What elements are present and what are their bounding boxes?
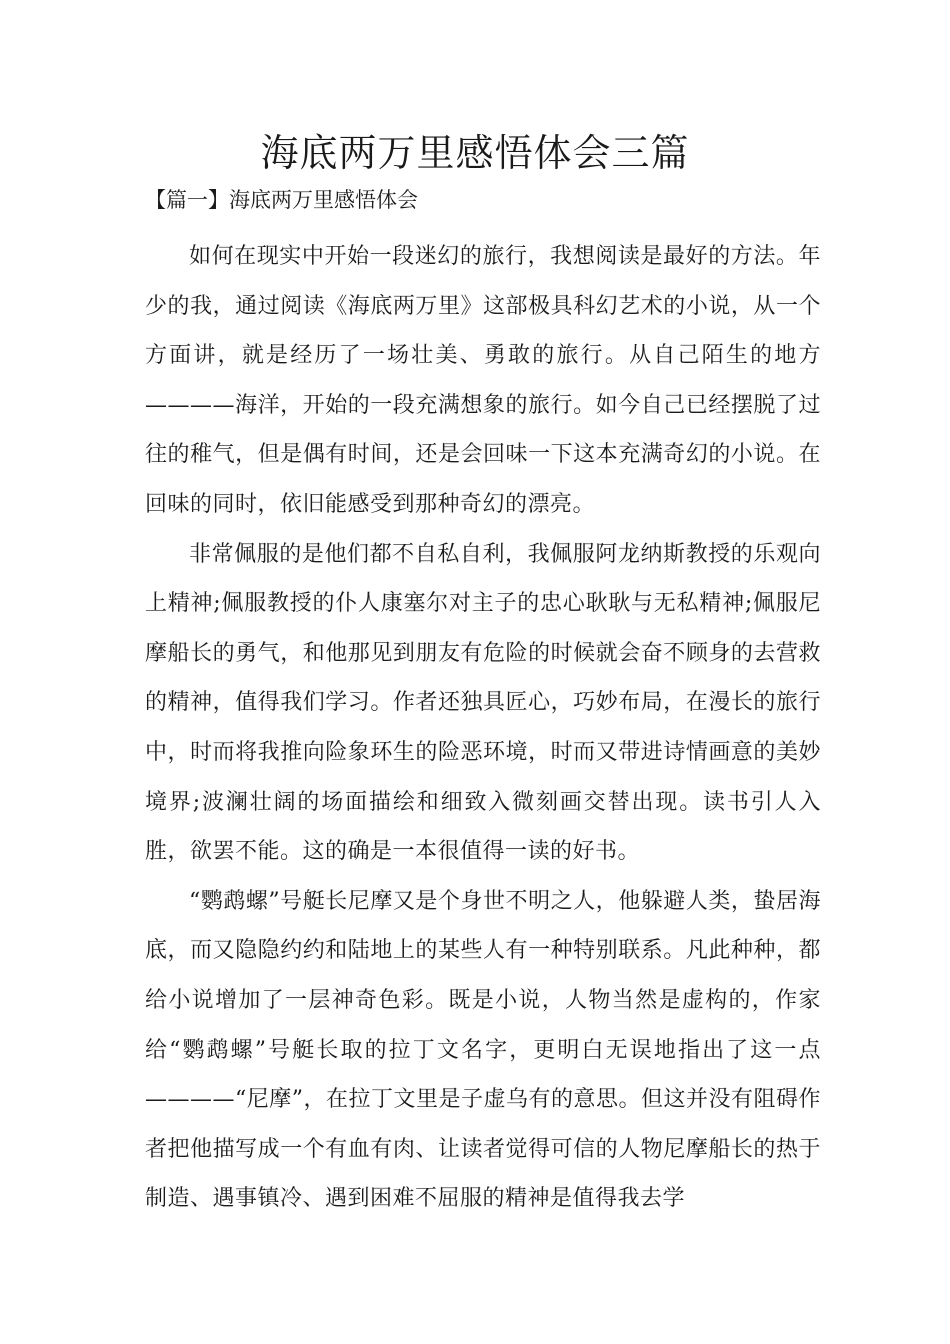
paragraph: “鹦鹉螺”号艇长尼摩又是个身世不明之人，他躲避人类，蛰居海底，而又隐隐约约和陆地上的某些人有一种特别联系。凡此种种，都给小说增加了一层神奇色彩。既是小说，人物当然是虚构的，作家给“鹦鹉螺”号艇长取的拉丁文名字，更明白无误地指出了这一点————“尼摩”，在拉丁文里是子虚乌有的意思。但这并没有阻碍作者把他描写成一个有血有肉、让读者觉得可信的人物尼摩船长的热于制造、遇事镇冷、遇到困难不屈服的精神是值得我去学	[145, 888, 821, 1212]
paragraph: 非常佩服的是他们都不自私自利，我佩服阿龙纳斯教授的乐观向上精神;佩服教授的仆人康塞尔对主子的忠心耿耿与无私精神;佩服尼摩船长的勇气，和他那见到朋友有危险的时候就会奋不顾身的去营救的精神，值得我们学习。作者还独具匠心，巧妙布局，在漫长的旅行中，时而将我推向险象环生的险恶环境，时而又带进诗情画意的美妙境界;波澜壮阔的场面描绘和细致入微刻画交替出现。读书引人入胜，欲罢不能。这的确是一本很值得一读的好书。	[145, 541, 821, 865]
document-title: 海底两万里感悟体会三篇	[260, 131, 690, 175]
section-heading: 【篇一】海底两万里感悟体会	[145, 188, 418, 212]
document-body	[145, 232, 821, 1224]
paragraph: 如何在现实中开始一段迷幻的旅行，我想阅读是最好的方法。年少的我，通过阅读《海底两万里》这部极具科幻艺术的小说，从一个方面讲，就是经历了一场壮美、勇敢的旅行。从自己陌生的地方————海洋，开始的一段充满想象的旅行。如今自己已经摆脱了过往的稚气，但是偶有时间，还是会回味一下这本充满奇幻的小说。在回味的同时，依旧能感受到那种奇幻的漂亮。	[145, 244, 821, 517]
